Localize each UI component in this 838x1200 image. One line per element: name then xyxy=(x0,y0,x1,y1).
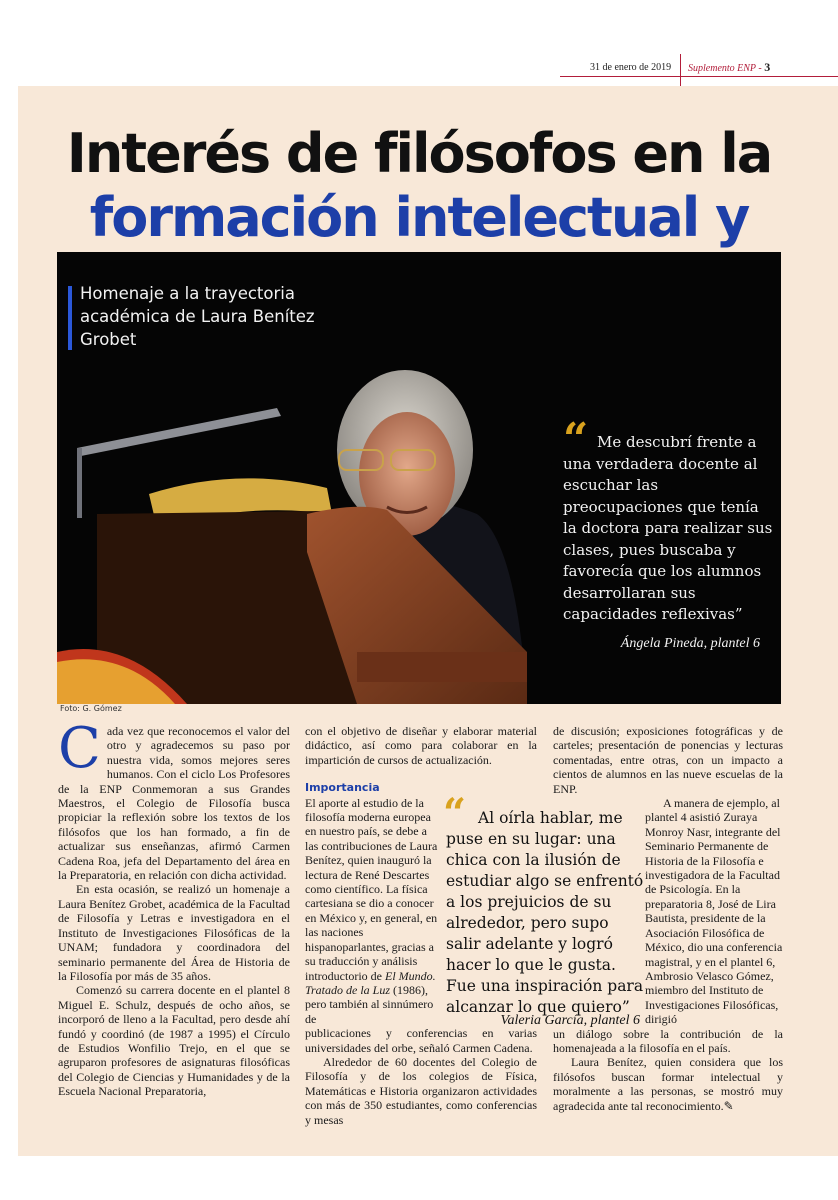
headline-line-2: formación intelectual y xyxy=(89,186,749,249)
page-number: 3 xyxy=(764,59,771,74)
header-divider xyxy=(680,54,681,90)
drop-cap: C xyxy=(58,716,101,781)
header-supplement: Suplemento ENP - 3 xyxy=(688,59,771,74)
header-rule xyxy=(560,76,838,77)
col2-paragraph-1: con el objetivo de diseñar y elaborar material didáctico, así como para colaborar en la impartición de cursos de actualización. xyxy=(305,724,537,767)
column-3 xyxy=(553,724,783,1113)
col3-paragraph-3: un diálogo sobre la contribución de la homenajeada a la filosofía en el país. xyxy=(553,1026,783,1055)
end-mark-icon: ✎ xyxy=(723,1098,734,1113)
page-header xyxy=(590,58,771,76)
book-title: El Mundo. Tratado de la Luz xyxy=(305,968,436,997)
photo-credit: Foto: G. Gómez xyxy=(60,704,122,713)
homenaje-caption: Homenaje a la trayectoria académica de Laura Benítez Grobet xyxy=(80,284,315,349)
col2-paragraph-4: Alrededor de 60 docentes del Colegio de Filosofía y de los colegios de Física, Matemáticas e Historia organizaron actividades con más de 350 estudiantes, como conferencias y mesas xyxy=(305,1054,537,1127)
headline-line-1: Interés de filósofos en la xyxy=(66,122,772,185)
col3-paragraph-4: Laura Benítez, quien considera que los filósofos buscan formar intelectual y moralmente a las personas, se mostró muy agradecida ante tal reconocimiento.✎ xyxy=(553,1055,783,1113)
col2-paragraph-3: publicaciones y conferencias en varias universidades del orbe, señaló Carmen Cadena. xyxy=(305,1026,537,1055)
quote-mark-icon-2: “ xyxy=(443,790,467,837)
body-pull-quote: Al oírla hablar, me puse en su lugar: una chica con la ilusión de estudiar algo se enfrentó a los prejuicios de su alrededor, pero supo salir adelante y logró hacer lo que le gusta. Fue una inspiración para alcanzar lo que quiero” xyxy=(446,809,644,1016)
col3-narrow-block xyxy=(565,796,783,1027)
column-1 xyxy=(58,716,290,1099)
photo-pull-quote: Me descubrí frente a una verdadera docente al escuchar las preocupaciones que tenía la doctora para realizar sus clases, pues buscaba y favorecía que los alumnos desarrollaran sus capacidades reflexivas” xyxy=(563,433,773,623)
col3-paragraph-1: de discusión; exposiciones fotográficas y de carteles; presentación de ponencias y lecturas comentadas, entre otras, con un impacto a cientos de alumnos en las nueve escuelas de la ENP. xyxy=(553,724,783,796)
col3-paragraph-2: A manera de ejemplo, al plantel 4 asistió Zuraya Monroy Nasr, integrante del Seminario Permanente de Historia de la Filosofía e investigadora de la Facultad de Psicología. En la preparatoria 8, José de Lira Bautista, presidente de la Asociación Filosófica de México, dio una conferencia magistral, y en el plantel 6, Ambrosio Velasco Gómez, miembro del Instituto de Investigaciones Filosóficas, dirigió xyxy=(645,796,783,1027)
subhead-importancia: Importancia xyxy=(305,781,380,795)
col1-paragraph-1: Cada vez que reconocemos el valor del otro y agradecemos su paso por nuestra vida, somos mejores seres humanos. Con el ciclo Los Profesores de la ENP Conmemoran a sus Grandes Maestros, el Colegio de Filosofía busca propiciar la reflexión sobre los textos de los filósofos que los han formado, a fin de actualizar sus enseñanzas, afirmó Carmen Cadena Roa, jefa del Departamento del área en la Preparatoria, en relación con dicha actividad. xyxy=(58,716,290,883)
photo-quote-author: Ángela Pineda, plantel 6 xyxy=(620,636,760,651)
homenaje-accent-bar xyxy=(68,286,72,350)
col1-paragraph-3: Comenzó su carrera docente en el plantel 8 Miguel E. Schulz, después de ocho años, se incorporó de lleno a la Facultad, pero desde ahí fundó y coordinó (de 1987 a 1995) el Círculo de Estudios Wonfilio Trejo, en el que se agruparon profesores de asignaturas filosóficas del Colegio de Ciencias y Humanidades y de la Escuela Nacional Preparatoria, xyxy=(58,983,290,1099)
quote-mark-icon: “ xyxy=(563,414,589,465)
col1-paragraph-2: En esta ocasión, se realizó un homenaje a Laura Benítez Grobet, académica de la Facultad de Filosofía y Letras e investigadora en el Instituto de Investigaciones Filosóficas de la UNAM; fundadora y coordinadora del seminario permanente del Área de Historia de la Filosofía por más de 35 años. xyxy=(58,882,290,983)
header-date: 31 de enero de 2019 xyxy=(590,61,672,73)
body-quote-author: Valeria García, plantel 6 xyxy=(500,1013,640,1028)
col2-paragraph-2: El aporte al estudio de la filosofía moderna europea en nuestro país, se debe a las contribuciones de Laura Benítez, quien inauguró la lectura de René Descartes como científico. La física cartesiana se dio a conocer en México y, en general, en las naciones hispanoparlantes, gracias a su traducción y análisis introductorio de El Mundo. Tratado de la Luz (1986), pero también al sinnúmero de xyxy=(305,795,438,1026)
